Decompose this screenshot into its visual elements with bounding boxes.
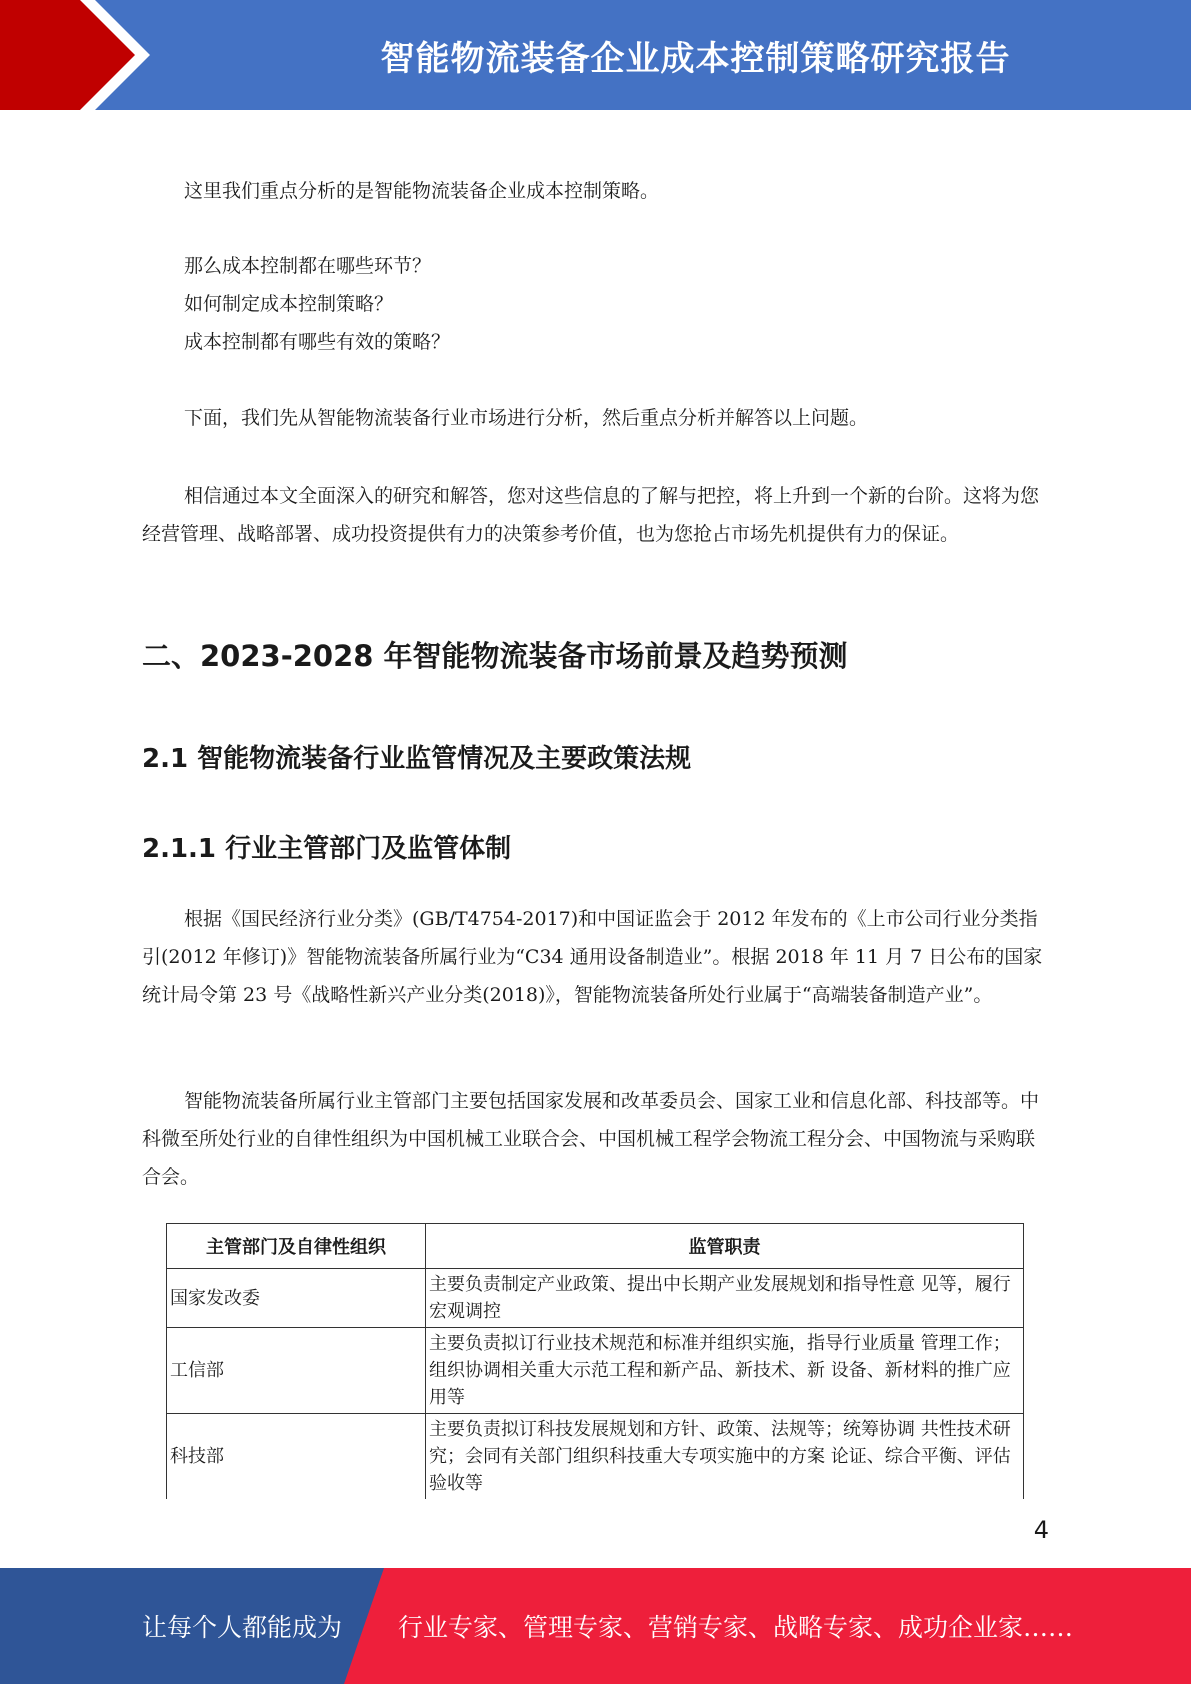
column-header-duties: 监管职责	[426, 1224, 1024, 1269]
footer-banner	[0, 1568, 1191, 1684]
body-paragraph-classification: 根据《国民经济行业分类》(GB/T4754-2017)和中国证监会于 2012 年发布的《上市公司行业分类指引(2012 年修订)》智能物流装备所属行业为“C34 通用设备制造业”。根据 2018 年 11 月 7 日公布的国家统计局令第 23 号《战略性新兴产业分类(2018)》，智能物流装备所处行业属于“高端装备制造产业”。	[142, 908, 1043, 1006]
regulatory-table	[166, 1223, 1024, 1499]
column-header-organization: 主管部门及自律性组织	[167, 1224, 426, 1269]
report-title: 智能物流装备企业成本控制策略研究报告	[380, 38, 1011, 79]
duty-cell: 主要负责制定产业政策、提出中长期产业发展规划和指导性意 见等，履行宏观调控	[426, 1269, 1024, 1328]
org-cell: 国家发改委	[167, 1269, 426, 1328]
intro-paragraph-3: 相信通过本文全面深入的研究和解答，您对这些信息的了解与把控，将上升到一个新的台阶。这将为您经营管理、战略部署、成功投资提供有力的决策参考价值，也为您抢占市场先机提供有力的保证。	[142, 485, 1040, 545]
table-row	[167, 1269, 1024, 1328]
intro-paragraph-2: 下面，我们先从智能物流装备行业市场进行分析，然后重点分析并解答以上问题。	[184, 407, 869, 429]
table-row	[167, 1328, 1024, 1414]
question-2: 如何制定成本控制策略？	[184, 293, 394, 315]
page-number: 4	[1033, 1516, 1049, 1544]
question-3: 成本控制都有哪些有效的策略？	[184, 331, 451, 353]
subsection-heading: 2.1 智能物流装备行业监管情况及主要政策法规	[142, 744, 692, 774]
section-heading: 二、2023-2028 年智能物流装备市场前景及趋势预测	[142, 639, 848, 673]
table-row	[167, 1414, 1024, 1500]
duty-cell: 主要负责拟订行业技术规范和标准并组织实施，指导行业质量 管理工作；组织协调相关重大示范工程和新产品、新技术、新 设备、新材料的推广应用等	[426, 1328, 1024, 1414]
intro-paragraph-1: 这里我们重点分析的是智能物流装备企业成本控制策略。	[184, 180, 660, 202]
footer-slogan-left: 让每个人都能成为	[142, 1613, 343, 1642]
table-header-row	[167, 1224, 1024, 1269]
duty-cell: 主要负责拟订科技发展规划和方针、政策、法规等；统筹协调 共性技术研究；会同有关部门组织科技重大专项实施中的方案 论证、综合平衡、评估验收等	[426, 1414, 1024, 1500]
body-paragraph-authorities: 智能物流装备所属行业主管部门主要包括国家发展和改革委员会、国家工业和信息化部、科技部等。中科微至所处行业的自律性组织为中国机械工业联合会、中国机械工程学会物流工程分会、中国物流与采购联合会。	[142, 1090, 1040, 1188]
org-cell: 科技部	[167, 1414, 426, 1500]
footer-slogan-right: 行业专家、管理专家、营销专家、战略专家、成功企业家……	[398, 1613, 1074, 1642]
org-cell: 工信部	[167, 1328, 426, 1414]
header-banner	[0, 0, 1191, 110]
subsubsection-heading: 2.1.1 行业主管部门及监管体制	[142, 834, 512, 864]
question-1: 那么成本控制都在哪些环节？	[184, 255, 432, 277]
